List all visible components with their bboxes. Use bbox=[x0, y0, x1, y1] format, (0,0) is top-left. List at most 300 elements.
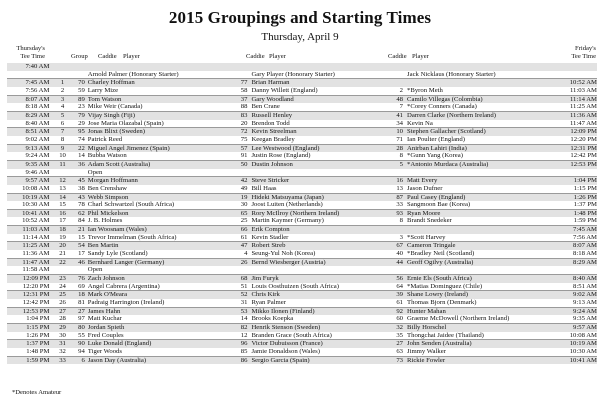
player-2: Hideki Matsuyama (Japan) bbox=[251, 193, 390, 201]
caddie-number-3: 40 bbox=[396, 250, 404, 258]
thursday-tee-time: 8:29 AM bbox=[7, 111, 51, 119]
player-1: Bernhard Langer (Germany) bbox=[88, 258, 236, 266]
thursday-tee-time: 12:53 PM bbox=[7, 307, 51, 315]
caddie-number-1: 36 bbox=[74, 160, 88, 168]
caddie-number-1: 18 bbox=[74, 291, 88, 299]
caddie-number-3: 73 bbox=[391, 356, 407, 364]
caddie-number-1: 6 bbox=[74, 356, 88, 364]
player-1: Charl Schwartzel (South Africa) bbox=[87, 201, 175, 209]
table-row bbox=[7, 177, 597, 185]
friday-tee-time bbox=[552, 169, 597, 177]
caddie-number-3: 48 bbox=[391, 95, 407, 103]
group-number: 12 bbox=[51, 177, 73, 185]
caddie-number-3: 33 bbox=[396, 201, 404, 209]
header-tee-time: Tee Time bbox=[20, 53, 45, 60]
player-2: Chris Kirk bbox=[251, 291, 390, 299]
caddie-number-3: 34 bbox=[396, 119, 404, 127]
player-1: Tom Watson bbox=[88, 95, 236, 103]
player-3: Jason Dufner bbox=[407, 184, 443, 192]
caddie-number-1: 17 bbox=[78, 250, 85, 258]
player-3: *Antonio Murdaca (Australia) bbox=[407, 160, 552, 168]
caddie-number-2 bbox=[235, 71, 251, 79]
player-2: Ben Crane bbox=[251, 103, 280, 111]
caddie-number-3: 92 bbox=[391, 307, 407, 315]
table-row bbox=[7, 226, 597, 234]
caddie-number-1: 74 bbox=[78, 135, 85, 143]
caddie-number-2: 31 bbox=[240, 299, 248, 307]
player-3: John Senden (Australia) bbox=[407, 340, 552, 348]
player-2 bbox=[251, 169, 390, 177]
caddie-number-1 bbox=[74, 169, 88, 177]
player-2: Justin Rose (England) bbox=[251, 152, 311, 160]
caddie-number-3: 35 bbox=[396, 331, 404, 339]
caddie-number-3 bbox=[391, 63, 407, 71]
player-2: Seung-Yul Noh (Korea) bbox=[251, 250, 316, 258]
thursday-tee-time: 10:30 AM bbox=[22, 201, 50, 209]
player-3: *Scott Harvey bbox=[407, 233, 446, 241]
caddie-number-3: 28 bbox=[391, 144, 407, 152]
caddie-number-2: 20 bbox=[240, 119, 248, 127]
caddie-number-1: 69 bbox=[78, 282, 85, 290]
player-3: *Gunn Yang (Korea) bbox=[407, 152, 463, 160]
caddie-number-2: 30 bbox=[240, 201, 248, 209]
friday-tee-time: 9:35 AM bbox=[573, 315, 597, 323]
caddie-number-3: 93 bbox=[391, 209, 407, 217]
player-1: Tiger Woods bbox=[87, 347, 123, 355]
player-1: Sandy Lyle (Scotland) bbox=[87, 250, 148, 258]
table-row bbox=[7, 209, 597, 217]
player-2 bbox=[251, 63, 390, 71]
player-1: Webb Simpson bbox=[88, 193, 236, 201]
caddie-number-2: 12 bbox=[240, 331, 248, 339]
caddie-number-2: 47 bbox=[235, 242, 251, 250]
group-number: 26 bbox=[59, 299, 66, 307]
friday-tee-time: 8:51 AM bbox=[573, 282, 597, 290]
group-number: 24 bbox=[59, 282, 66, 290]
player-2: Steve Stricker bbox=[251, 177, 390, 185]
friday-tee-time: 8:07 AM bbox=[552, 242, 597, 250]
table-row bbox=[7, 201, 597, 209]
caddie-number-1: 15 bbox=[78, 233, 85, 241]
player-3: Thomas Bjorn (Denmark) bbox=[407, 299, 477, 307]
player-3: Kevin Na bbox=[407, 119, 433, 127]
caddie-number-2: 57 bbox=[235, 144, 251, 152]
caddie-number-3: 67 bbox=[391, 242, 407, 250]
thursday-tee-time: 10:19 AM bbox=[7, 193, 51, 201]
caddie-number-1 bbox=[74, 63, 88, 71]
player-1: Open bbox=[87, 168, 103, 176]
header-group: Group bbox=[71, 53, 88, 60]
caddie-number-2 bbox=[235, 169, 251, 177]
thursday-tee-time: 10:41 AM bbox=[7, 209, 51, 217]
caddie-number-2: 53 bbox=[235, 307, 251, 315]
friday-tee-time: 11:03 AM bbox=[569, 86, 597, 94]
player-3: Ernie Els (South Africa) bbox=[407, 275, 552, 283]
caddie-number-1: 76 bbox=[74, 275, 88, 283]
thursday-tee-time: 7:40 AM bbox=[7, 63, 51, 71]
thursday-tee-time: 10:08 AM bbox=[22, 184, 50, 192]
caddie-number-1: 80 bbox=[74, 324, 88, 332]
group-number: 9 bbox=[51, 144, 73, 152]
player-3 bbox=[407, 266, 552, 274]
table-row bbox=[7, 348, 597, 356]
caddie-number-2 bbox=[235, 266, 251, 274]
thursday-tee-time: 1:48 PM bbox=[26, 347, 50, 355]
thursday-tee-time: 9:24 AM bbox=[25, 152, 50, 160]
player-2: Branden Grace (South Africa) bbox=[251, 331, 332, 339]
friday-tee-time bbox=[552, 71, 597, 79]
friday-tee-time: 12:31 PM bbox=[552, 144, 597, 152]
friday-tee-time bbox=[552, 63, 597, 71]
header-player-2: Player bbox=[269, 53, 286, 60]
thursday-tee-time: 8:07 AM bbox=[7, 95, 51, 103]
player-1: Luke Donald (England) bbox=[88, 340, 236, 348]
thursday-tee-time: 9:46 AM bbox=[25, 168, 50, 176]
friday-tee-time: 10:52 AM bbox=[552, 79, 597, 87]
thursday-tee-time: 8:51 AM bbox=[7, 128, 51, 136]
caddie-number-1: 45 bbox=[74, 177, 88, 185]
player-2: Keegan Bradley bbox=[251, 135, 295, 143]
table-row bbox=[7, 356, 597, 364]
player-3: Geoff Ogilvy (Australia) bbox=[407, 258, 552, 266]
player-2: Martin Kaymer (Germany) bbox=[251, 217, 324, 225]
player-1: J. B. Holmes bbox=[87, 217, 123, 225]
group-number: 10 bbox=[59, 152, 66, 160]
thursday-tee-time: 10:52 AM bbox=[22, 217, 50, 225]
player-1: Mike Weir (Canada) bbox=[87, 103, 143, 111]
header-fridays: Friday's bbox=[575, 45, 596, 52]
friday-tee-time: 11:25 AM bbox=[569, 103, 597, 111]
player-3: *Corey Conners (Canada) bbox=[407, 103, 477, 111]
player-3: Billy Horschel bbox=[407, 324, 552, 332]
player-2: Bernd Wiesberger (Austria) bbox=[251, 258, 390, 266]
player-1: Ben Martin bbox=[88, 242, 236, 250]
header-caddie-1: Caddie bbox=[98, 53, 117, 60]
pairings-table bbox=[7, 63, 597, 364]
player-2: Louis Oosthuizen (South Africa) bbox=[251, 282, 339, 290]
player-3: Ryan Moore bbox=[407, 209, 552, 217]
caddie-number-1: 54 bbox=[74, 242, 88, 250]
caddie-number-2: 75 bbox=[240, 135, 248, 143]
caddie-number-3 bbox=[391, 226, 407, 234]
group-number: 11 bbox=[51, 160, 73, 168]
caddie-number-2 bbox=[235, 63, 251, 71]
table-row bbox=[7, 242, 597, 250]
header-fri-tee-time: Tee Time bbox=[571, 53, 596, 60]
table-row bbox=[7, 234, 597, 242]
thursday-tee-time: 12:20 PM bbox=[22, 282, 50, 290]
player-3: Anirban Lahiri (India) bbox=[407, 144, 552, 152]
caddie-number-1: 89 bbox=[74, 95, 88, 103]
group-number bbox=[51, 266, 73, 274]
group-number: 8 bbox=[60, 135, 65, 143]
table-row bbox=[7, 332, 597, 340]
friday-tee-time: 10:41 AM bbox=[552, 356, 597, 364]
caddie-number-1 bbox=[74, 71, 88, 79]
friday-tee-time: 10:30 AM bbox=[569, 347, 597, 355]
table-row bbox=[7, 63, 597, 71]
group-number: 17 bbox=[59, 217, 66, 225]
caddie-number-3: 8 bbox=[399, 152, 404, 160]
table-row bbox=[7, 315, 597, 323]
caddie-number-1: 46 bbox=[74, 258, 88, 266]
player-3: Graeme McDowell (Northern Ireland) bbox=[407, 315, 510, 323]
caddie-number-1: 70 bbox=[74, 79, 88, 87]
caddie-number-2: 50 bbox=[235, 160, 251, 168]
friday-tee-time: 1:48 PM bbox=[552, 209, 597, 217]
caddie-number-3: 13 bbox=[396, 184, 404, 192]
player-2: Kevin Streelman bbox=[251, 128, 390, 136]
group-number: 32 bbox=[59, 347, 66, 355]
thursday-tee-time: 9:57 AM bbox=[7, 177, 51, 185]
player-2 bbox=[251, 266, 390, 274]
amateur-footnote: *Denotes Amateur bbox=[12, 389, 62, 396]
thursday-tee-time: 11:25 AM bbox=[7, 242, 51, 250]
table-row bbox=[7, 291, 597, 299]
caddie-number-1 bbox=[74, 266, 88, 274]
friday-tee-time: 11:14 AM bbox=[552, 95, 597, 103]
friday-tee-time: 12:53 PM bbox=[552, 160, 597, 168]
player-2: Robert Streb bbox=[251, 242, 390, 250]
caddie-number-2: 42 bbox=[235, 177, 251, 185]
player-2: Brian Harman bbox=[251, 79, 390, 87]
player-2: Mikko Ilonen (Finland) bbox=[251, 307, 390, 315]
group-number: 18 bbox=[51, 226, 73, 234]
player-2: Erik Compton bbox=[251, 226, 390, 234]
caddie-number-3: 5 bbox=[391, 160, 407, 168]
table-row bbox=[7, 217, 597, 225]
caddie-number-1: 22 bbox=[74, 144, 88, 152]
caddie-number-2: 82 bbox=[235, 324, 251, 332]
caddie-number-2: 77 bbox=[235, 79, 251, 87]
caddie-number-3: 16 bbox=[391, 177, 407, 185]
player-2: Gary Woodland bbox=[251, 95, 390, 103]
player-3 bbox=[407, 169, 552, 177]
player-3: Ian Poulter (England) bbox=[407, 135, 465, 143]
caddie-number-2: 49 bbox=[240, 184, 248, 192]
group-number: 1 bbox=[51, 79, 73, 87]
player-1: Larry Mize bbox=[87, 86, 119, 94]
player-3: Sangmoon Bae (Korea) bbox=[407, 201, 471, 209]
player-2: Joost Luiten (Netherlands) bbox=[251, 201, 323, 209]
table-row bbox=[7, 79, 597, 87]
group-number: 2 bbox=[60, 86, 65, 94]
thursday-tee-time: 12:09 PM bbox=[7, 275, 51, 283]
player-2: Bill Haas bbox=[251, 184, 277, 192]
group-number: 27 bbox=[51, 307, 73, 315]
table-row bbox=[7, 71, 597, 79]
player-3 bbox=[407, 63, 552, 71]
caddie-number-1: 78 bbox=[78, 201, 85, 209]
friday-tee-time: 9:57 AM bbox=[552, 324, 597, 332]
caddie-number-1: 55 bbox=[78, 331, 85, 339]
friday-tee-time: 9:24 AM bbox=[552, 307, 597, 315]
caddie-number-2: 86 bbox=[235, 356, 251, 364]
group-number: 15 bbox=[59, 201, 66, 209]
group-number: 16 bbox=[51, 209, 73, 217]
player-3: Thongchai Jaidee (Thailand) bbox=[407, 331, 484, 339]
group-number bbox=[51, 169, 73, 177]
player-1: Morgan Hoffmann bbox=[88, 177, 236, 185]
group-number bbox=[51, 63, 73, 71]
group-number: 33 bbox=[51, 356, 73, 364]
player-3: Hunter Mahan bbox=[407, 307, 552, 315]
group-number: 7 bbox=[51, 128, 73, 136]
table-row bbox=[7, 193, 597, 201]
friday-tee-time: 8:18 AM bbox=[573, 250, 597, 258]
friday-tee-time: 1:37 PM bbox=[573, 201, 597, 209]
player-2: Russell Henley bbox=[251, 111, 390, 119]
player-1: Jose Maria Olazabal (Spain) bbox=[87, 119, 164, 127]
caddie-number-2: 61 bbox=[240, 233, 248, 241]
caddie-number-2: 37 bbox=[235, 95, 251, 103]
caddie-number-2: 51 bbox=[240, 282, 248, 290]
header-player-1: Player bbox=[123, 53, 140, 60]
player-1: Patrick Reed bbox=[87, 135, 123, 143]
player-1: Jason Day (Australia) bbox=[88, 356, 236, 364]
friday-tee-time: 8:40 AM bbox=[552, 275, 597, 283]
thursday-tee-time: 1:37 PM bbox=[7, 340, 51, 348]
player-3: *Bradley Neil (Scotland) bbox=[407, 250, 475, 258]
player-1: James Hahn bbox=[88, 307, 236, 315]
thursday-tee-time bbox=[7, 71, 51, 79]
thursday-tee-time: 11:58 AM bbox=[22, 266, 50, 274]
player-1: Mark O'Meara bbox=[88, 291, 236, 299]
group-number: 6 bbox=[60, 119, 65, 127]
player-2: Lee Westwood (England) bbox=[251, 144, 390, 152]
friday-tee-time: 9:02 AM bbox=[552, 291, 597, 299]
thursday-tee-time: 7:45 AM bbox=[7, 79, 51, 87]
caddie-number-2: 25 bbox=[240, 217, 248, 225]
player-2: Jamie Donaldson (Wales) bbox=[251, 347, 320, 355]
player-2: Sergio Garcia (Spain) bbox=[251, 356, 390, 364]
header-caddie-2: Caddie bbox=[246, 53, 265, 60]
player-3: Shane Lowry (Ireland) bbox=[407, 291, 552, 299]
thursday-tee-time: 9:13 AM bbox=[7, 144, 51, 152]
caddie-number-3: 3 bbox=[399, 233, 404, 241]
player-3: Camilo Villegas (Colombia) bbox=[407, 95, 552, 103]
caddie-number-1: 94 bbox=[78, 347, 85, 355]
caddie-number-3: 32 bbox=[391, 324, 407, 332]
caddie-number-1: 14 bbox=[78, 152, 85, 160]
thursday-tee-time: 9:02 AM bbox=[25, 135, 50, 143]
group-number: 4 bbox=[60, 103, 65, 111]
caddie-number-2: 58 bbox=[240, 86, 248, 94]
player-2: Jim Furyk bbox=[251, 275, 390, 283]
thursday-tee-time: 1:15 PM bbox=[7, 324, 51, 332]
player-1: Jonas Blixt (Sweden) bbox=[88, 128, 236, 136]
player-2: Dustin Johnson bbox=[251, 160, 390, 168]
thursday-tee-time: 8:40 AM bbox=[25, 119, 50, 127]
caddie-number-1: 38 bbox=[78, 184, 85, 192]
caddie-number-2: 19 bbox=[235, 193, 251, 201]
caddie-number-1: 27 bbox=[74, 307, 88, 315]
table-row bbox=[7, 87, 597, 95]
friday-tee-time: 10:08 AM bbox=[569, 331, 597, 339]
player-1: Matt Kuchar bbox=[87, 315, 122, 323]
player-1: Fred Couples bbox=[87, 331, 124, 339]
caddie-number-3 bbox=[391, 79, 407, 87]
caddie-number-1: 43 bbox=[74, 193, 88, 201]
table-row bbox=[7, 299, 597, 307]
player-1: Open bbox=[87, 266, 103, 274]
table-row bbox=[7, 95, 597, 103]
player-1: Vijay Singh (Fiji) bbox=[88, 111, 236, 119]
caddie-number-3: 41 bbox=[391, 111, 407, 119]
friday-tee-time: 1:04 PM bbox=[552, 177, 597, 185]
caddie-number-3: 60 bbox=[396, 315, 404, 323]
caddie-number-1: 97 bbox=[78, 315, 85, 323]
caddie-number-2: 52 bbox=[235, 291, 251, 299]
table-row bbox=[7, 103, 597, 111]
player-3: Jack Nicklaus (Honorary Starter) bbox=[407, 70, 496, 78]
player-3: Stephen Gallacher (Scotland) bbox=[407, 128, 552, 136]
player-2: Kevin Stadler bbox=[251, 233, 289, 241]
caddie-number-1: 81 bbox=[78, 299, 85, 307]
group-number: 28 bbox=[59, 315, 66, 323]
table-row bbox=[7, 120, 597, 128]
table-row bbox=[7, 250, 597, 258]
friday-tee-time: 12:42 PM bbox=[570, 152, 597, 160]
thursday-tee-time: 11:14 AM bbox=[22, 233, 50, 241]
table-row bbox=[7, 340, 597, 348]
thursday-tee-time: 1:04 PM bbox=[26, 315, 50, 323]
table-row bbox=[7, 266, 597, 274]
page-title: 2015 Groupings and Starting Times bbox=[168, 8, 432, 27]
player-1 bbox=[88, 63, 236, 71]
group-number: 21 bbox=[59, 250, 66, 258]
group-number: 20 bbox=[51, 242, 73, 250]
header-thursdays: Thursday's bbox=[16, 45, 45, 52]
caddie-number-3: 2 bbox=[399, 86, 404, 94]
group-number: 31 bbox=[51, 340, 73, 348]
group-number: 14 bbox=[51, 193, 73, 201]
thursday-tee-time: 12:42 PM bbox=[22, 299, 50, 307]
friday-tee-time: 7:56 AM bbox=[573, 233, 597, 241]
group-number: 29 bbox=[51, 324, 73, 332]
player-1: Ian Woosnam (Wales) bbox=[88, 226, 236, 234]
player-3: Paul Casey (England) bbox=[407, 193, 552, 201]
player-1: Miguel Angel Jimenez (Spain) bbox=[88, 144, 236, 152]
caddie-number-1: 79 bbox=[74, 111, 88, 119]
thursday-tee-time: 8:18 AM bbox=[25, 103, 50, 111]
friday-tee-time: 1:15 PM bbox=[573, 184, 597, 192]
thursday-tee-time: 1:59 PM bbox=[7, 356, 51, 364]
table-row bbox=[7, 185, 597, 193]
group-number: 5 bbox=[51, 111, 73, 119]
table-row bbox=[7, 128, 597, 136]
caddie-number-2: 91 bbox=[240, 152, 248, 160]
player-2: Brendon Todd bbox=[251, 119, 290, 127]
caddie-number-2: 68 bbox=[235, 275, 251, 283]
friday-tee-time: 8:29 AM bbox=[552, 258, 597, 266]
caddie-number-2: 85 bbox=[240, 347, 248, 355]
player-1: Padraig Harrington (Ireland) bbox=[87, 299, 165, 307]
thursday-tee-time: 11:47 AM bbox=[7, 258, 51, 266]
player-2: Brooks Koepka bbox=[251, 315, 294, 323]
group-number: 25 bbox=[51, 291, 73, 299]
header-player-3: Player bbox=[412, 53, 429, 60]
table-row bbox=[7, 283, 597, 291]
caddie-number-1: 23 bbox=[78, 103, 85, 111]
caddie-number-3: 10 bbox=[391, 128, 407, 136]
caddie-number-3 bbox=[391, 169, 407, 177]
player-3: Rickie Fowler bbox=[407, 356, 552, 364]
table-row bbox=[7, 258, 597, 266]
player-2: Henrik Stenson (Sweden) bbox=[251, 324, 390, 332]
player-1: Charley Hoffman bbox=[88, 79, 236, 87]
thursday-tee-time: 9:35 AM bbox=[7, 160, 51, 168]
